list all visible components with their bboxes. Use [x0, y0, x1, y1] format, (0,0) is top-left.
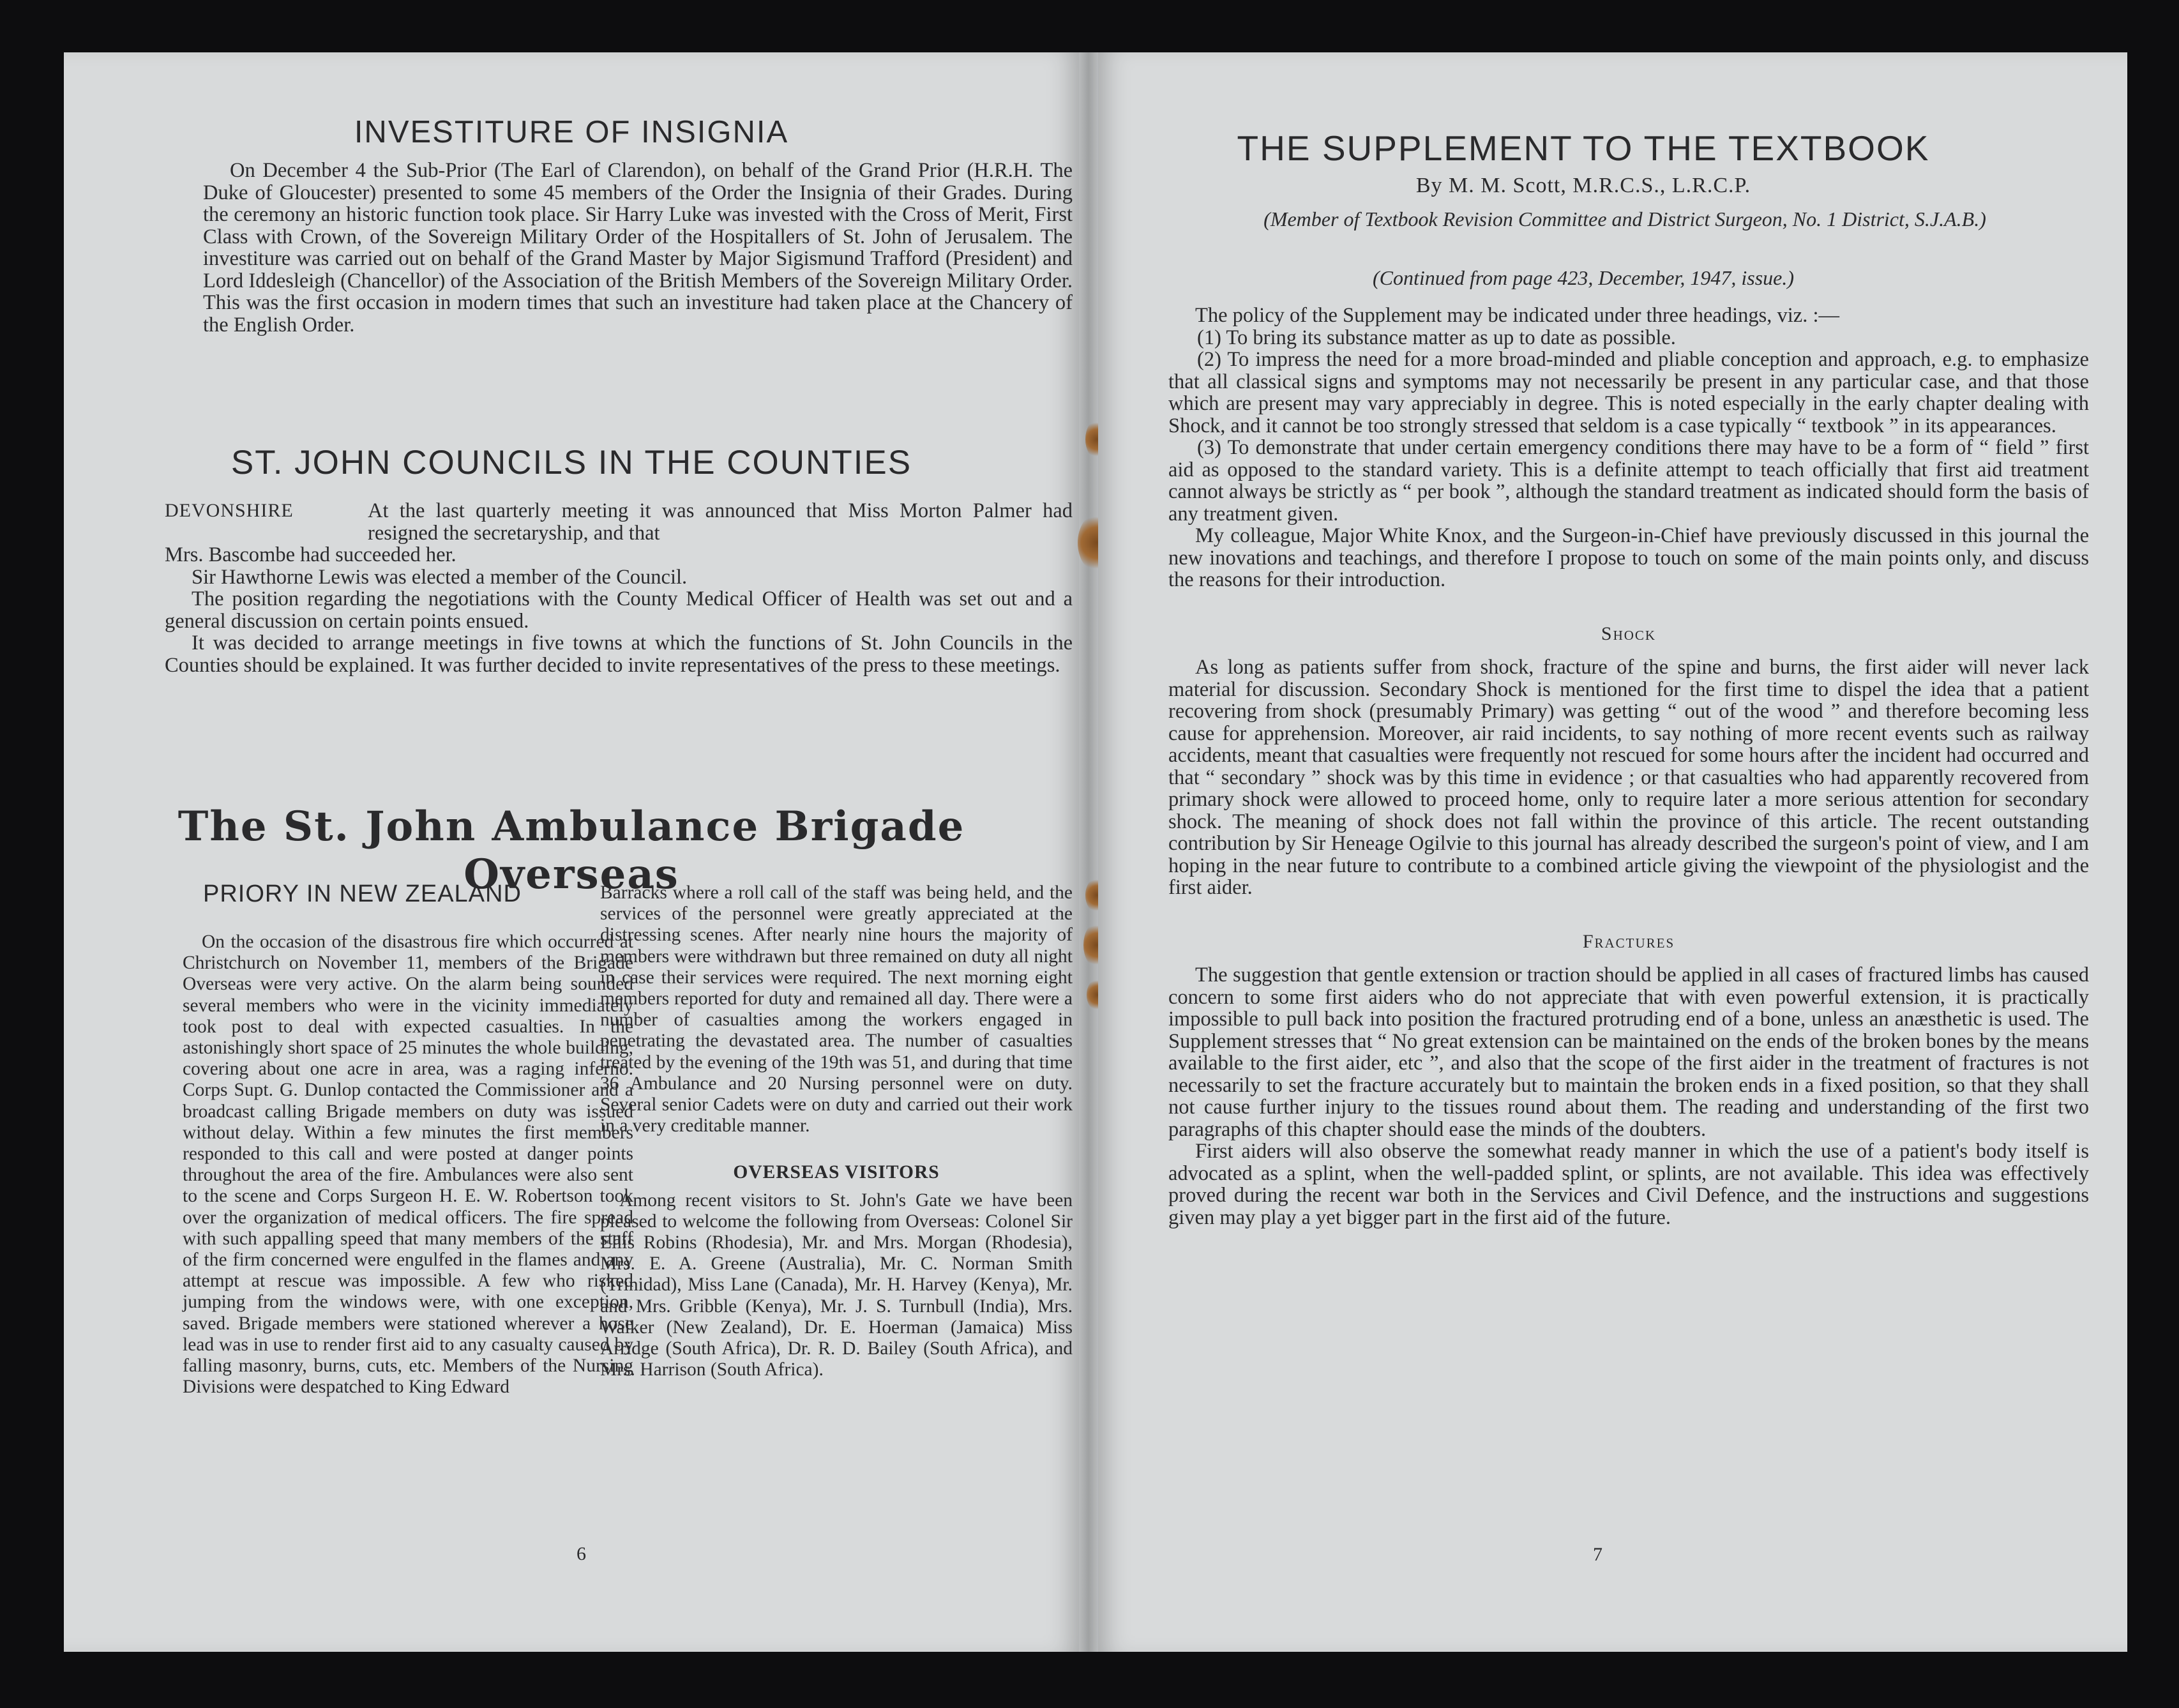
councils-p1-rest: Mrs. Bascombe had succeeded her. — [165, 543, 456, 566]
visitors-title: OVERSEAS VISITORS — [733, 1162, 940, 1183]
councils-p3: The position regarding the negotiations with the County Medical Officer of Health was set out and a general discussion on certain points ensued. — [165, 587, 1073, 633]
fractures-paragraph-1: The suggestion that gentle extension or traction should be applied in all cases of fractured limbs has caused concern to some first aiders who do not appreciate that with even powerful extension, it is practically impossible to pull back into position the fractured protruding end of a bone, unless an anæsthetic is used. The Supplement stresses that “ No great extension can be maintained on the ends of the broken bones by the means available to the first aider, etc ”, and also that the scope of the first aider in the treatment of fractures is not necessarily to set the fracture accurately but to maintain the broken ends in a fixed position, so that they shall not cause further injury to the tissues round about them. The reading and understanding of the first two paragraphs of this chapter should ease the minds of the doubters. — [1168, 964, 2089, 1141]
devonshire-block — [165, 500, 1073, 544]
councils-p4: It was decided to arrange meetings in five towns at which the functions of St. John Councils in the Counties should be explained. It was further decided to invite representatives of the press to these meetings. — [165, 631, 1073, 677]
councils-title: ST. JOHN COUNCILS IN THE COUNTIES — [230, 444, 912, 481]
brigade-column-2 — [600, 882, 1073, 1380]
brigade-column-1 — [183, 932, 633, 1398]
page-number-left: 6 — [577, 1543, 586, 1564]
fractures-paragraph-2: First aiders will also observe the somewhat ready manner in which the use of a patient's body itself is advocated as a splint, when the well-padded splint, or splints, are not available. This idea was effectively proved during the recent war both in the Services and Civil Defence, and the instructions and suggestions given may play a yet bigger part in the first aid of the future. — [1168, 1140, 2089, 1229]
councils-p2: Sir Hawthorne Lewis was elected a member of the Council. — [192, 565, 688, 589]
article-continued: (Continued from page 423, December, 1947, issue.) — [1372, 266, 1795, 289]
policy-point-2: (2) To impress the need for a more broad-minded and pliable conception and approach, e.g. to emphasize that all classical signs and symptoms may not necessarily be present in any particular case, and that those which are present may vary appreciably in degree. This is noted especially in the early chapter dealing with Shock, and it cannot be too strongly stressed that seldom is a case typically “ textbook ” in its appearances. — [1168, 348, 2089, 437]
book-gutter — [1079, 52, 1098, 1652]
policy-point-3: (3) To demonstrate that under certain emergency conditions there may have to be a form of “ field ” first aid as opposed to the standard variety. This is a definite attempt to teach officially that first aid treatment cannot always be strictly as “ per book ”, although the standard treatment as indicated should form the basis of any treatment given. — [1168, 436, 2089, 525]
right-page — [1098, 52, 2127, 1652]
policy-point-1: (1) To bring its substance matter as up to date as possible. — [1197, 326, 1676, 349]
article-affiliation: (Member of Textbook Revision Committee and District Surgeon, No. 1 District, S.J.A.B.) — [1263, 208, 1986, 231]
article-title: THE SUPPLEMENT TO THE TEXTBOOK — [1237, 128, 1930, 168]
fractures-heading: Fractures — [1582, 930, 1675, 952]
councils-body — [165, 500, 1073, 676]
shock-paragraph: As long as patients suffer from shock, fracture of the spine and burns, the first aider will never lack material for discussion. Secondary Shock is mentioned for the first time to dispel the idea that a patient recovering from shock (presumably Primary) was getting “ out of the wood ” and therefore becoming less cause for apprehension. Moreover, air raid incidents, to say nothing of more recent events such as railway accidents, meant that casualties were frequently not rescued for some hours after the incident had occurred and that “ secondary ” shock was by this time in evidence ; or that casualties who had apparently recovered from primary shock were allowed to proceed home, only to require later a more serious attention for secondary shock. The meaning of shock does not fall within the province of this article. The recent outstanding contribution by Sir Heneage Ogilvie to this journal has already described the surgeon's point of view, and I am hoping in the near future to contribute to a combined article giving the viewpoint of the physiologist and the first aider. — [1168, 656, 2089, 899]
county-name: DEVONSHIRE — [165, 500, 294, 521]
policy-intro: The policy of the Supplement may be indicated under three headings, viz. :— — [1195, 304, 1840, 327]
visitors-body: Among recent visitors to St. John's Gate we have been pleased to welcome the following from Overseas: Colonel Sir Ellis Robins (Rhodesia), Mr. and Mrs. Morgan (Rhodesia), Mrs. E. A. Greene (Australia), Mr. C. Norman Smith (Trinidad), Miss Lane (Canada), Mr. H. Harvey (Kenya), Mr. and Mrs. Gribble (Kenya), Mr. J. S. Turnbull (India), Mrs. Walker (New Zealand), Dr. E. Hoerman (Jamaica) Miss Arridge (South Africa), Dr. R. D. Bailey (South Africa), and Mrs. Harrison (South Africa). — [600, 1190, 1073, 1380]
brigade-column-1-text: On the occasion of the disastrous fire which occurred at Christchurch on November 11, members of the Brigade Overseas were very active. On the alarm being sounded several members who were in the vicinity immediately took post to deal with expected casualties. In the astonishingly short space of 25 minutes the whole building, covering about one acre in area, was a raging inferno. Corps Supt. G. Dunlop contacted the Commissioner and a broadcast calling Brigade members on duty was issued without delay. Within a few minutes the first members responded to this call and were posted at danger points throughout the area of the fire. Ambulances were also sent to the scene and Corps Surgeon H. E. W. Robertson took over the organization of medical officers. The fire spread with such appalling speed that many members of the staff of the firm concerned were engulfed in the flames and any attempt at rescue was impossible. A few who risked jumping from the windows were, with one exception, saved. Brigade members were stationed wherever a hose lead was in use to render first aid to any casualty caused by falling masonry, burns, cuts, etc. Members of the Nursing Divisions were despatched to King Edward — [183, 932, 633, 1398]
investiture-paragraph: On December 4 the Sub-Prior (The Earl of Clarendon), on behalf of the Grand Prior (H.R.H. The Duke of Gloucester) presented to some 45 members of the Order the Insignia of their Grades. During the ceremony an historic function took place. Sir Harry Luke was invested with the Cross of Merit, First Class with Crown, of the Sovereign Military Order of the Hospitallers of St. John of Jerusalem. The investiture was carried out on behalf of the Grand Master by Major Sigismund Trafford (President) and Lord Iddesleigh (Chancellor) of the Association of the British Members of the Sovereign Military Order. This was the first occasion in modern times that such an investiture had taken place at the Chancery of the English Order. — [203, 159, 1073, 336]
investiture-body — [203, 160, 1073, 336]
left-page — [64, 52, 1079, 1652]
brigade-subtitle: PRIORY IN NEW ZEALAND — [203, 880, 522, 907]
article-body — [1168, 305, 2089, 1228]
shock-heading: Shock — [1601, 623, 1657, 644]
brigade-column-2-text: Barracks where a roll call of the staff was being held, and the services of the personnel were greatly appreciated at the distressing scenes. After nearly nine hours the majority of members were withdrawn but three remained on duty all night in case their services were required. The next morning eight members reported for duty and remained all day. There were a number of casualties among the workers engaged in penetrating the devastated area. The number of casualties treated by the evening of the 19th was 51, and during that time 36 Ambulance and 20 Nursing personnel were on duty. Several senior Cadets were on duty and carried out their work in a very creditable manner. — [600, 882, 1073, 1137]
brigade-title: The St. John Ambulance Brigade Overseas — [177, 803, 965, 898]
article-byline: By M. M. Scott, M.R.C.S., L.R.C.P. — [1415, 174, 1751, 197]
page-number-right: 7 — [1593, 1544, 1602, 1565]
councils-p1-first: At the last quarterly meeting it was announced that Miss Morton Palmer had resigned the secretaryship, and that — [368, 499, 1073, 545]
investiture-title: INVESTITURE OF INSIGNIA — [354, 115, 789, 149]
colleague-paragraph: My colleague, Major White Knox, and the Surgeon-in-Chief have previously discussed in this journal the new inovations and teachings, and therefore I propose to touch on some of the main points only, and discuss the reasons for their introduction. — [1168, 524, 2089, 591]
